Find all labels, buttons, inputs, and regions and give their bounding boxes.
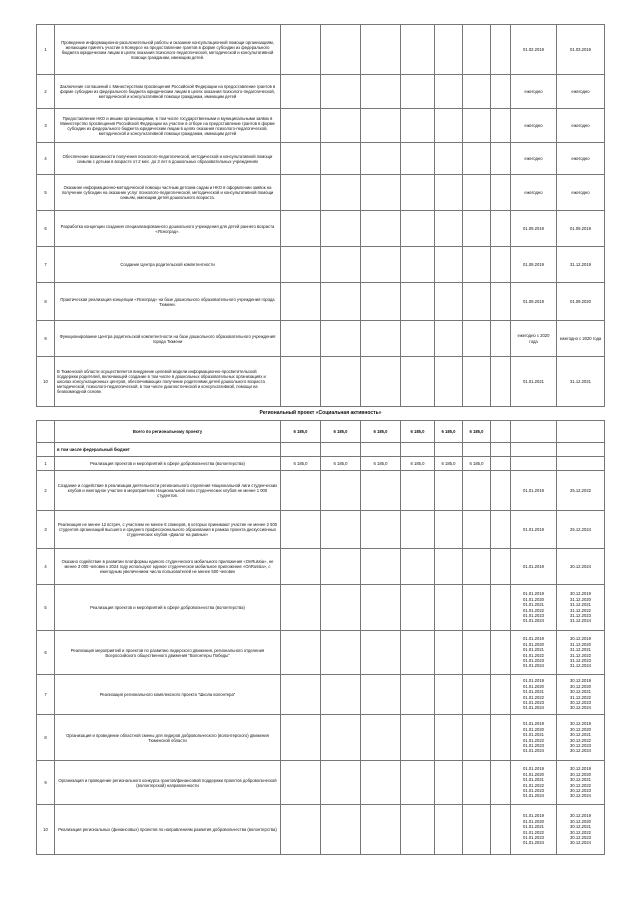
- empty-cell: [463, 321, 491, 357]
- table-row: [37, 715, 605, 761]
- empty-cell: [557, 421, 605, 443]
- start-cell: 01.02.2019: [511, 25, 557, 75]
- start-cell: 01.01.2019 01.01.2020 01.01.2021 01.01.2022 01.01.2023 01.01.2024: [511, 675, 557, 715]
- no-cell: 1: [37, 457, 55, 471]
- no-cell: 5: [37, 585, 55, 631]
- empty-cell: [281, 211, 321, 247]
- table-row: [37, 549, 605, 585]
- empty-cell: [321, 321, 361, 357]
- no-cell: 2: [37, 471, 55, 511]
- no-cell: 6: [37, 631, 55, 675]
- empty-cell: [463, 585, 491, 631]
- empty-cell: [281, 631, 321, 675]
- empty-cell: [463, 471, 491, 511]
- start-cell: 01.01.2019 01.01.2020 01.01.2021 01.01.2022 01.01.2023 01.01.2024: [511, 715, 557, 761]
- no-cell: 2: [37, 75, 55, 109]
- empty-cell: [281, 357, 321, 407]
- table-row: [37, 511, 605, 549]
- empty-cell: [401, 675, 435, 715]
- task-cell: Оказание информационно-методической помощи частным детским садам и НКО в оформлении заявок на получение субсидии на оказание услуг психолого-педагогической, методической и консультативной помощи семьям, имеющим детей дошкольного возраста.: [55, 175, 281, 211]
- task-cell: Реализация мероприятий и проектов по развитию лидерского движения, регионального отделения Всероссийского общественного движения "Волонтеры Победы": [55, 631, 281, 675]
- empty-cell: [435, 283, 463, 321]
- empty-cell: [321, 715, 361, 761]
- end-cell: 25.12.2022: [557, 471, 605, 511]
- end-cell: 30.12.2019 31.12.2020 31.12.2021 31.12.2022 31.12.2023 31.12.2024: [557, 585, 605, 631]
- 2-cell: 6 185,0: [361, 421, 401, 443]
- no-cell: 6: [37, 211, 55, 247]
- empty-cell: [435, 175, 463, 211]
- empty-cell: [361, 211, 401, 247]
- empty-cell: [435, 109, 463, 143]
- end-cell: 30.12.2019 30.12.2020 30.12.2021 30.12.2022 30.12.2023 30.12.2024: [557, 715, 605, 761]
- start-cell: 01.01.2019 01.01.2020 01.01.2021 01.01.2022 01.01.2023 01.01.2024: [511, 631, 557, 675]
- task-cell: Реализация не менее 12 встреч, с участием не менее 6 спикеров, в которых принимают участие не менее 2 500 студентов организаций высшего и среднего профессионального образования в рамках проекта дискуссионных студенческих клубов «Диалог на равных»: [55, 511, 281, 549]
- empty-cell: [361, 585, 401, 631]
- no-cell: 4: [37, 143, 55, 175]
- 2-cell: 6 185,0: [361, 457, 401, 471]
- empty-cell: [435, 585, 463, 631]
- 5-cell: 6 185,0: [463, 457, 491, 471]
- no-cell: 7: [37, 247, 55, 283]
- end-cell: 25.12.2024: [557, 511, 605, 549]
- empty-cell: [321, 443, 361, 457]
- task-cell: Создание Центра родительской компетентности: [55, 247, 281, 283]
- empty-cell: [361, 75, 401, 109]
- empty-cell: [321, 585, 361, 631]
- empty-cell: [321, 109, 361, 143]
- start-cell: ежегодно: [511, 175, 557, 211]
- end-cell: 30.12.2019 30.12.2020 30.12.2021 31.12.2022 30.12.2023 30.12.2024: [557, 675, 605, 715]
- no-cell: 8: [37, 715, 55, 761]
- task-cell: Функционирование Центра родительской компетентности на базе дошкольного образовательного учреждения города Тюмени: [55, 321, 281, 357]
- empty-cell: [491, 805, 511, 855]
- end-cell: ежегодно с 2020 года: [557, 321, 605, 357]
- empty-cell: [435, 549, 463, 585]
- start-cell: 01.01.2019: [511, 471, 557, 511]
- empty-cell: [435, 211, 463, 247]
- section-title: Региональный проект «Социальная активность»: [37, 407, 605, 421]
- empty-cell: [321, 211, 361, 247]
- empty-cell: [463, 247, 491, 283]
- empty-cell: [281, 75, 321, 109]
- empty-cell: [435, 471, 463, 511]
- empty-cell: [37, 421, 55, 443]
- empty-cell: [463, 25, 491, 75]
- empty-cell: [401, 585, 435, 631]
- empty-cell: [401, 247, 435, 283]
- task-cell: Реализация проектов и мероприятий в сфере добровольчества (волонтерства): [55, 457, 281, 471]
- empty-cell: [361, 761, 401, 805]
- table-row: [37, 211, 605, 247]
- empty-cell: [435, 715, 463, 761]
- no-cell: 5: [37, 175, 55, 211]
- empty-cell: [361, 109, 401, 143]
- empty-cell: [435, 25, 463, 75]
- 1-cell: 6 185,0: [321, 421, 361, 443]
- empty-cell: [361, 443, 401, 457]
- empty-cell: [557, 443, 605, 457]
- empty-cell: [491, 549, 511, 585]
- empty-cell: [491, 175, 511, 211]
- no-cell: 10: [37, 357, 55, 407]
- empty-cell: [491, 761, 511, 805]
- table-row: [37, 457, 605, 471]
- task-cell: В Тюменской области осуществляется внедрение целевой модели информационно-просветительской поддержки родителей, включающей создание в том числе в дошкольных образовательных организациях и школах консультационных центров, обеспечивающих получение родителями детей дошкольного возраста методической, психолого-педагогической, в том числе диагностической и консультативной, помощи на безвозмездной основе.: [55, 357, 281, 407]
- empty-cell: [321, 761, 361, 805]
- empty-cell: [557, 457, 605, 471]
- start-cell: 01.01.2019 01.01.2020 01.01.2021 01.01.2022 01.01.2023 01.01.2024: [511, 761, 557, 805]
- empty-cell: [511, 457, 557, 471]
- task-cell: Создание и содействие в реализации деятельности регионального отделения Национальной лиги студенческих клубов и ежегодное участие в мероприятиях Национальной лиги студенческих клубов не менее 1 000 студентов.: [55, 471, 281, 511]
- table-row: [37, 761, 605, 805]
- empty-cell: [435, 143, 463, 175]
- empty-cell: [281, 805, 321, 855]
- empty-cell: [401, 761, 435, 805]
- empty-cell: [321, 675, 361, 715]
- empty-cell: [281, 471, 321, 511]
- table-row: [37, 471, 605, 511]
- empty-cell: [491, 471, 511, 511]
- no-cell: 3: [37, 511, 55, 549]
- 3-cell: 6 185,0: [401, 457, 435, 471]
- section-header: [37, 407, 605, 421]
- end-cell: 30.12.2024: [557, 549, 605, 585]
- no-cell: 9: [37, 321, 55, 357]
- table-row: [37, 75, 605, 109]
- table-row: [37, 175, 605, 211]
- empty-cell: [361, 143, 401, 175]
- federal-row: [37, 443, 605, 457]
- end-cell: ежегодно: [557, 75, 605, 109]
- empty-cell: [321, 143, 361, 175]
- no-cell: 9: [37, 761, 55, 805]
- no-cell: 1: [37, 25, 55, 75]
- empty-cell: [401, 175, 435, 211]
- end-cell: 01.03.2019: [557, 25, 605, 75]
- end-cell: 30.12.2019 30.12.2020 30.12.2021 30.12.2022 30.12.2023 30.12.2024: [557, 761, 605, 805]
- 3-cell: 6 185,0: [401, 421, 435, 443]
- empty-cell: [321, 357, 361, 407]
- empty-cell: [463, 75, 491, 109]
- empty-cell: [401, 511, 435, 549]
- task-cell: Реализация региональных (финансовых) проектов по направлениям развития добровольчества (волонтерства): [55, 805, 281, 855]
- end-cell: ежегодно: [557, 109, 605, 143]
- start-cell: ежегодно: [511, 109, 557, 143]
- empty-cell: [435, 443, 463, 457]
- empty-cell: [511, 421, 557, 443]
- empty-cell: [401, 75, 435, 109]
- empty-cell: [281, 511, 321, 549]
- end-cell: ежегодно: [557, 175, 605, 211]
- empty-cell: [463, 675, 491, 715]
- task-cell: Организация и проведение регионального конкурса грантов/финансовой поддержки проектов добровольческой (волонтерской) направленности: [55, 761, 281, 805]
- end-cell: 30.12.2019 31.12.2020 31.12.2021 31.12.2022 31.12.2023 31.12.2024: [557, 631, 605, 675]
- empty-cell: [281, 109, 321, 143]
- empty-cell: [491, 321, 511, 357]
- empty-cell: [463, 631, 491, 675]
- start-cell: 01.09.2019: [511, 283, 557, 321]
- empty-cell: [401, 211, 435, 247]
- empty-cell: [491, 75, 511, 109]
- empty-cell: [281, 283, 321, 321]
- empty-cell: [435, 357, 463, 407]
- start-cell: ежегодно с 2020 года: [511, 321, 557, 357]
- empty-cell: [401, 715, 435, 761]
- end-cell: 30.12.2019 30.12.2020 30.12.2021 30.12.2022 30.12.2023 30.12.2024: [557, 805, 605, 855]
- empty-cell: [361, 321, 401, 357]
- empty-cell: [491, 585, 511, 631]
- empty-cell: [361, 675, 401, 715]
- start-cell: ежегодно: [511, 143, 557, 175]
- 5-cell: 6 185,0: [463, 421, 491, 443]
- empty-cell: [361, 175, 401, 211]
- empty-cell: [491, 211, 511, 247]
- task-cell: Предоставление НКО и иными организациями, в том числе государственными и муниципальными заявок в Министерство просвещения Российской Федерации на участие в отборе на предоставление грантов в форме субсидии из федерального бюджета юридическим лицам в целях оказания психолого-педагогической, методической и консультативной помощи гражданам, имеющим детей: [55, 109, 281, 143]
- empty-cell: [321, 549, 361, 585]
- empty-cell: [463, 761, 491, 805]
- table-row: [37, 247, 605, 283]
- empty-cell: [281, 143, 321, 175]
- empty-cell: [491, 631, 511, 675]
- task-cell: Разработка концепции создания специализированного дошкольного учреждения для детей раннего возраста «Ясноград».: [55, 211, 281, 247]
- empty-cell: [401, 471, 435, 511]
- empty-cell: [435, 675, 463, 715]
- task-cell: Организация и проведение областной смены для лидеров добровольческого (волонтерского) движения Тюменской области: [55, 715, 281, 761]
- no-cell: 3: [37, 109, 55, 143]
- end-cell: 01.09.2019: [557, 211, 605, 247]
- start-cell: 01.01.2021: [511, 357, 557, 407]
- empty-cell: [491, 25, 511, 75]
- empty-cell: [435, 511, 463, 549]
- federal_label-cell: в том числе федеральный бюджет: [55, 443, 281, 457]
- 1-cell: 6 185,0: [321, 457, 361, 471]
- empty-cell: [361, 247, 401, 283]
- table-row: [37, 143, 605, 175]
- empty-cell: [463, 109, 491, 143]
- table-row: [37, 631, 605, 675]
- empty-cell: [491, 675, 511, 715]
- empty-cell: [401, 321, 435, 357]
- empty-cell: [435, 247, 463, 283]
- empty-cell: [281, 25, 321, 75]
- start-cell: 01.01.2019: [511, 511, 557, 549]
- empty-cell: [463, 357, 491, 407]
- empty-cell: [511, 443, 557, 457]
- empty-cell: [361, 471, 401, 511]
- empty-cell: [491, 457, 511, 471]
- empty-cell: [401, 549, 435, 585]
- empty-cell: [463, 549, 491, 585]
- empty-cell: [435, 321, 463, 357]
- task-cell: Практическая реализация концепции «Ясноград» на базе дошкольного образовательного учреждения города Тюмени.: [55, 283, 281, 321]
- start-cell: 01.01.2019 01.01.2020 01.01.2021 01.01.2022 01.01.2023 01.01.2024: [511, 805, 557, 855]
- start-cell: ежегодно: [511, 75, 557, 109]
- empty-cell: [321, 25, 361, 75]
- empty-cell: [491, 143, 511, 175]
- end-cell: ежегодно: [557, 143, 605, 175]
- empty-cell: [321, 471, 361, 511]
- empty-cell: [491, 283, 511, 321]
- task-cell: Оказано содействие в развитии платформы единого студенческого мобильного приложения «OnRussia», не менее 3 000 человек к 2024 году используют единое студенческое мобильное приложение «OnRussia», с ежегодным увеличением числа пользователей не менее 500 человек: [55, 549, 281, 585]
- empty-cell: [401, 805, 435, 855]
- empty-cell: [321, 247, 361, 283]
- empty-cell: [491, 247, 511, 283]
- start-cell: 01.01.2019: [511, 549, 557, 585]
- empty-cell: [491, 421, 511, 443]
- empty-cell: [361, 511, 401, 549]
- total-row: [37, 421, 605, 443]
- end-cell: 31.12.2021: [557, 357, 605, 407]
- empty-cell: [281, 175, 321, 211]
- empty-cell: [401, 357, 435, 407]
- table-row: [37, 109, 605, 143]
- start-cell: 01.01.2019 01.01.2020 01.01.2021 01.01.2022 01.01.2023 01.01.2024: [511, 585, 557, 631]
- empty-cell: [321, 283, 361, 321]
- table-row: [37, 805, 605, 855]
- empty-cell: [491, 357, 511, 407]
- table-row: [37, 321, 605, 357]
- empty-cell: [401, 25, 435, 75]
- plan-table: [36, 24, 605, 855]
- empty-cell: [37, 443, 55, 457]
- start-cell: 01.09.2019: [511, 247, 557, 283]
- 4-cell: 6 185,0: [435, 457, 463, 471]
- start-cell: 01.09.2019: [511, 211, 557, 247]
- empty-cell: [361, 805, 401, 855]
- task-cell: Реализация проектов и мероприятий в сфере добровольчества (волонтерства): [55, 585, 281, 631]
- 4-cell: 6 185,0: [435, 421, 463, 443]
- empty-cell: [321, 175, 361, 211]
- empty-cell: [361, 715, 401, 761]
- end-cell: 01.09.2020: [557, 283, 605, 321]
- task-cell: Обеспечение возможности получения психолого-педагогической, методической и консультативной помощи семьям с детьми в возрасте от 2 мес. до 3 лет в дошкольных образовательных учреждениях: [55, 143, 281, 175]
- empty-cell: [463, 283, 491, 321]
- empty-cell: [463, 443, 491, 457]
- empty-cell: [281, 675, 321, 715]
- table-row: [37, 675, 605, 715]
- empty-cell: [401, 283, 435, 321]
- empty-cell: [491, 715, 511, 761]
- end-cell: 31.12.2019: [557, 247, 605, 283]
- empty-cell: [281, 549, 321, 585]
- empty-cell: [463, 805, 491, 855]
- empty-cell: [281, 715, 321, 761]
- empty-cell: [361, 357, 401, 407]
- empty-cell: [321, 511, 361, 549]
- empty-cell: [321, 631, 361, 675]
- no-cell: 10: [37, 805, 55, 855]
- table-row: [37, 25, 605, 75]
- label-cell: Всего по региональному проекту: [55, 421, 281, 443]
- no-cell: 4: [37, 549, 55, 585]
- task-cell: Заключение соглашений с Министерством просвещения Российской Федерации на предоставление грантов в форме субсидии из федерального бюджета юридическим лицам в целях оказания психолого-педагогической, методической и консультативной помощи гражданам, имеющим детей: [55, 75, 281, 109]
- empty-cell: [491, 511, 511, 549]
- empty-cell: [281, 321, 321, 357]
- empty-cell: [321, 805, 361, 855]
- no-cell: 8: [37, 283, 55, 321]
- table-row: [37, 283, 605, 321]
- empty-cell: [401, 631, 435, 675]
- task-cell: Проведение информационно-разъяснительной работы и оказание консультационной помощи организациям, желающим принять участие в Конкурсе на предоставление грантов в форме субсидии из федерального бюджета юридическим лицам в целях оказания психолого-педагогической, методической и консультативной помощи гражданам, имеющим детей.: [55, 25, 281, 75]
- empty-cell: [463, 715, 491, 761]
- empty-cell: [281, 761, 321, 805]
- empty-cell: [435, 805, 463, 855]
- empty-cell: [401, 443, 435, 457]
- table-row: [37, 585, 605, 631]
- empty-cell: [435, 631, 463, 675]
- empty-cell: [361, 549, 401, 585]
- table-row: [37, 357, 605, 407]
- empty-cell: [463, 143, 491, 175]
- empty-cell: [491, 109, 511, 143]
- empty-cell: [401, 143, 435, 175]
- task-cell: Реализация регионального комплексного проекта "Школа волонтера": [55, 675, 281, 715]
- empty-cell: [435, 761, 463, 805]
- 0-cell: 6 185,0: [281, 421, 321, 443]
- empty-cell: [463, 175, 491, 211]
- empty-cell: [361, 283, 401, 321]
- empty-cell: [435, 75, 463, 109]
- empty-cell: [463, 211, 491, 247]
- empty-cell: [491, 443, 511, 457]
- empty-cell: [321, 75, 361, 109]
- empty-cell: [281, 443, 321, 457]
- empty-cell: [361, 25, 401, 75]
- empty-cell: [361, 631, 401, 675]
- 0-cell: 6 185,0: [281, 457, 321, 471]
- empty-cell: [281, 247, 321, 283]
- empty-cell: [463, 511, 491, 549]
- empty-cell: [281, 585, 321, 631]
- empty-cell: [401, 109, 435, 143]
- no-cell: 7: [37, 675, 55, 715]
